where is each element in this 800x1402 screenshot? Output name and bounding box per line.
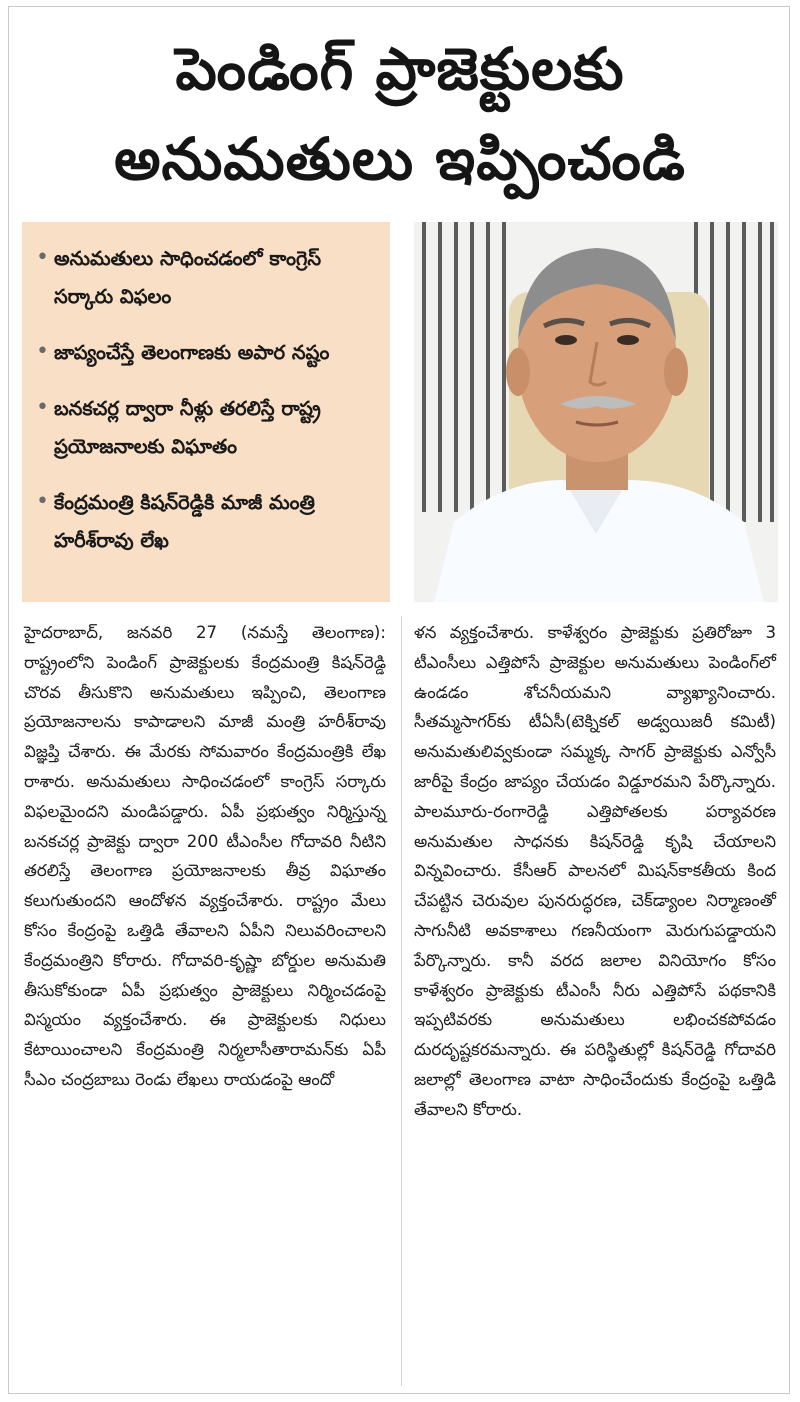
highlight-text: జాప్యంచేస్తే తెలంగాణకు అపార నష్టం <box>54 341 330 364</box>
headline <box>0 24 800 204</box>
headline-line-2: అనుమతులు ఇప్పించండి <box>114 125 686 193</box>
bullet-icon: • <box>36 395 49 420</box>
headline-line-1: పెండింగ్ ప్రాజెక్టులకు <box>175 35 625 103</box>
highlight-item <box>36 240 376 316</box>
article-body-left: హైదరాబాద్, జనవరి 27 (నమస్తే తెలంగాణ): రాష్ట్రంలోని పెండింగ్ ప్రాజెక్టులకు కేంద్రమంత్రి కిషన్‌రెడ్డి చొరవ తీసుకొని అనుమతులు ఇప్పించి, తెలంగాణ ప్రయోజనాలను కాపాడాలని మాజీ మంత్రి హరీశ్‌రావు విజ్ఞప్తి చేశారు. ఈ మేరకు సోమవారం కేంద్రమంత్రికి లేఖ రాశారు. అనుమతులు సాధించడంలో కాంగ్రెస్ సర్కారు విఫలమైందని మండిపడ్డారు. ఏపీ ప్రభుత్వం నిర్మిస్తున్న బనకచర్ల ప్రాజెక్టు ద్వారా 200 టీఎంసీల గోదావరి నీటిని తరలిస్తే తెలంగాణ ప్రయోజనాలకు తీవ్ర విఘాతం కలుగుతుందని ఆందోళన వ్యక్తంచేశారు. రాష్ట్రం మేలు కోసం కేంద్రంపై ఒత్తిడి తేవాలని ఏపీని నిలువరించాలని కేంద్రమంత్రిని కోరారు. గోదావరి-కృష్ణా బోర్డుల అనుమతి తీసుకోకుండా ఏపీ ప్రభుత్వం ప్రాజెక్టులు నిర్మించడంపై విస్మయం వ్యక్తంచేశారు. ఈ ప్రాజెక్టులకు నిధులు కేటాయించాలని కేంద్రమంత్రి నిర్మలాసీతారామన్‌కు ఏపీ సీఎం చంద్రబాబు రెండు లేఖలు రాయడంపై ఆందో <box>24 623 386 1089</box>
highlight-item <box>36 484 376 560</box>
column-divider <box>401 616 402 1386</box>
highlight-text: బనకచర్ల ద్వారా నీళ్లు తరలిస్తే రాష్ట్ర ప్రయోజనాలకు విఘాతం <box>54 397 321 458</box>
highlight-item <box>36 334 376 372</box>
bullet-icon: • <box>36 339 49 364</box>
highlight-text: అనుమతులు సాధించడంలో కాంగ్రెస్ సర్కారు విఫలం <box>54 247 322 308</box>
portrait-illustration <box>414 222 778 602</box>
portrait-photo <box>414 222 778 602</box>
highlight-item <box>36 390 376 466</box>
highlights-box <box>22 222 390 602</box>
bullet-icon: • <box>36 489 49 514</box>
bullet-icon: • <box>36 245 49 270</box>
article-body-right: ళన వ్యక్తంచేశారు. కాళేశ్వరం ప్రాజెక్టుకు ప్రతిరోజూ 3 టీఎంసీలు ఎత్తిపోసే ప్రాజెక్టుల అనుమతులు పెండింగ్‌లో ఉండడం శోచనీయమని వ్యాఖ్యానించారు. సీతమ్మసాగర్‌కు టీఏసీ(టెక్నికల్ అడ్వయిజరీ కమిటీ) అనుమతులివ్వకుండా సమ్మక్క సాగర్ ప్రాజెక్టుకు ఎన్వోసీ జారీపై కేంద్రం జాప్యం చేయడం విడ్డూరమని పేర్కొన్నారు. పాలమూరు-రంగారెడ్డి ఎత్తిపోతలకు పర్యావరణ అనుమతుల సాధనకు కిషన్‌రెడ్డి కృషి చేయాలని విన్నవించారు. కేసీఆర్ పాలనలో మిషన్‌కాకతీయ కింద చేపట్టిన చెరువుల పునరుద్ధరణ, చెక్‌డ్యాంల నిర్మాణంతో సాగునీటి అవకాశాలు గణనీయంగా మెరుగుపడ్డాయని పేర్కొన్నారు. కానీ వరద జలాల వినియోగం కోసం కాళేశ్వరం ప్రాజెక్టుకు టీఎంసీ నీరు ఎత్తిపోసే పథకానికి ఇప్పటివరకు అనుమతులు లభించకపోవడం దురదృష్టకరమన్నారు. ఈ పరిస్థితుల్లో కిషన్‌రెడ్డి గోదావరి జలాల్లో తెలంగాణ వాటా సాధించేందుకు కేంద్రంపై ఒత్తిడి తేవాలని కోరారు. <box>414 623 776 1119</box>
highlight-text: కేంద్రమంత్రి కిషన్‌రెడ్డికి మాజీ మంత్రి హరీశ్‌రావు లేఖ <box>54 491 315 552</box>
